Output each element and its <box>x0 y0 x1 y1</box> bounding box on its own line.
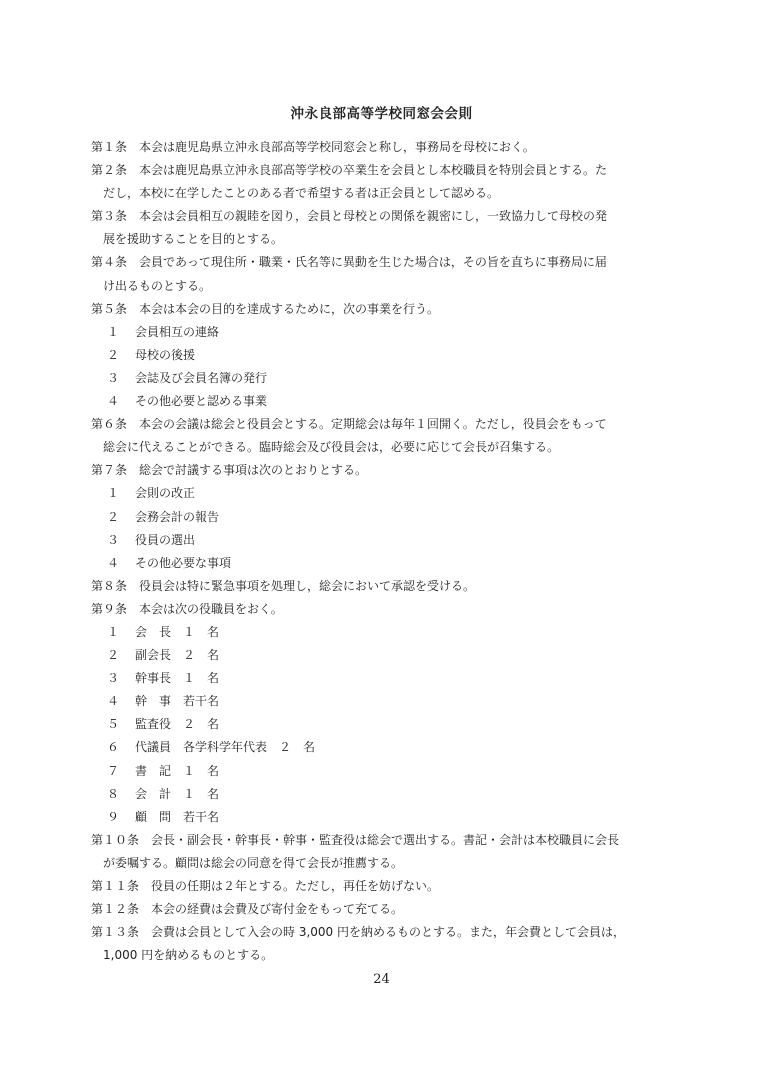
article-1: 第１条 本会は鹿児島県立沖永良部高等学校同窓会と称し，事務局を母校におく。 <box>91 140 535 154</box>
list-item <box>91 667 681 690</box>
list-item <box>91 482 681 505</box>
item-text: 役員の選出 <box>135 532 196 547</box>
item-text: その他必要な事項 <box>135 555 232 570</box>
item-number: ７ <box>107 763 120 778</box>
list-item <box>91 321 681 344</box>
item-text: 母校の後援 <box>135 347 196 362</box>
page-number: 24 <box>373 972 390 987</box>
article-4-continued: け出るものとする。 <box>103 278 212 293</box>
article-6-continued: 総会に代えることができる。臨時総会及び役員会は，必要に応じて会長が召集する。 <box>103 440 560 455</box>
article-9: 第９条 本会は次の役職員をおく。 <box>91 601 283 616</box>
list-item <box>91 713 681 736</box>
item-number: ２ <box>107 648 120 663</box>
article-6: 第６条 本会の会議は総会と役員会とする。定期総会は毎年１回開く。ただし，役員会をもって <box>91 417 607 432</box>
item-number: ６ <box>107 740 120 755</box>
item-text: 会務会計の報告 <box>135 509 220 524</box>
article-5: 第５条 本会は本会の目的を達成するために，次の事業を行う。 <box>91 301 440 316</box>
list-item <box>91 621 681 644</box>
item-text: 代議員 各学科学年代表 ２ 名 <box>135 740 316 755</box>
article-3-continued: 展を援助することを目的とする。 <box>103 232 284 247</box>
item-number: ９ <box>107 809 120 824</box>
article-13-continued: 1,000 円を納めるものとする。 <box>103 948 274 963</box>
item-number: １ <box>107 624 120 639</box>
list-item <box>91 760 681 783</box>
item-text: 顧 問 若干名 <box>135 809 220 824</box>
item-text: 会 長 １ 名 <box>135 624 220 639</box>
list-item <box>91 644 681 667</box>
article-12: 第１２条 本会の経費は会費及び寄付金をもって充てる。 <box>91 902 404 917</box>
item-text: 監査役 ２ 名 <box>135 717 220 732</box>
item-number: ３ <box>107 370 120 385</box>
list-item <box>91 367 681 390</box>
article-13: 第１３条 会費は会員として入会の時 3,000 円を納めるものとする。また，年会費として会員は， <box>91 925 625 940</box>
list-item <box>91 690 681 713</box>
article-2-continued: だし，本校に在学したことのある者で希望する者は正会員として認める。 <box>103 186 500 201</box>
article-4: 第４条 会員であって現住所・職業・氏名等に異動を生じた場合は，その旨を直ちに事務局に届 <box>91 255 607 270</box>
item-text: 会 計 １ 名 <box>135 786 220 801</box>
item-text: 幹 事 若干名 <box>135 694 220 709</box>
item-text: 幹事長 １ 名 <box>135 671 220 686</box>
item-number: ２ <box>107 509 120 524</box>
item-number: ３ <box>107 532 120 547</box>
item-text: 会員相互の連絡 <box>135 324 220 339</box>
item-number: ４ <box>107 694 120 709</box>
list-item <box>91 506 681 529</box>
article-8: 第８条 役員会は特に緊急事項を処理し，総会において承認を受ける。 <box>91 578 476 593</box>
list-item <box>91 344 681 367</box>
item-text: 会則の改正 <box>135 486 196 501</box>
list-item <box>91 529 681 552</box>
list-item <box>91 783 681 806</box>
item-text: 副会長 ２ 名 <box>135 648 220 663</box>
item-text: 書 記 １ 名 <box>135 763 220 778</box>
article-7: 第７条 総会で討議する事項は次のとおりとする。 <box>91 463 368 478</box>
item-number: １ <box>107 486 120 501</box>
article-2: 第２条 本会は鹿児島県立沖永良部高等学校の卒業生を会員とし本校職員を特別会員とする。た <box>91 163 608 178</box>
list-item <box>91 736 681 759</box>
list-item <box>91 806 681 829</box>
list-item <box>91 390 681 413</box>
page-title: 沖永良部高等学校同窓会会則 <box>290 106 473 122</box>
item-number: ５ <box>107 717 120 732</box>
document-body <box>91 136 681 967</box>
item-number: ８ <box>107 786 120 801</box>
article-3: 第３条 本会は会員相互の親睦を図り，会員と母校との関係を親密にし，一致協力して母校の発 <box>91 209 608 224</box>
item-text: その他必要と認める事業 <box>135 394 268 409</box>
item-number: ２ <box>107 347 120 362</box>
article-11: 第１１条 役員の任期は２年とする。ただし，再任を妨げない。 <box>91 879 440 893</box>
item-text: 会誌及び会員名簿の発行 <box>135 370 268 385</box>
item-number: １ <box>107 324 120 339</box>
article-10-continued: が委嘱する。顧問は総会の同意を得て会長が推薦する。 <box>103 855 404 870</box>
item-number: ４ <box>107 555 120 570</box>
item-number: ４ <box>107 394 120 409</box>
item-number: ３ <box>107 671 120 686</box>
article-10: 第１０条 会長・副会長・幹事長・幹事・監査役は総会で選出する。書記・会計は本校職員に会長 <box>91 832 620 847</box>
list-item <box>91 552 681 575</box>
